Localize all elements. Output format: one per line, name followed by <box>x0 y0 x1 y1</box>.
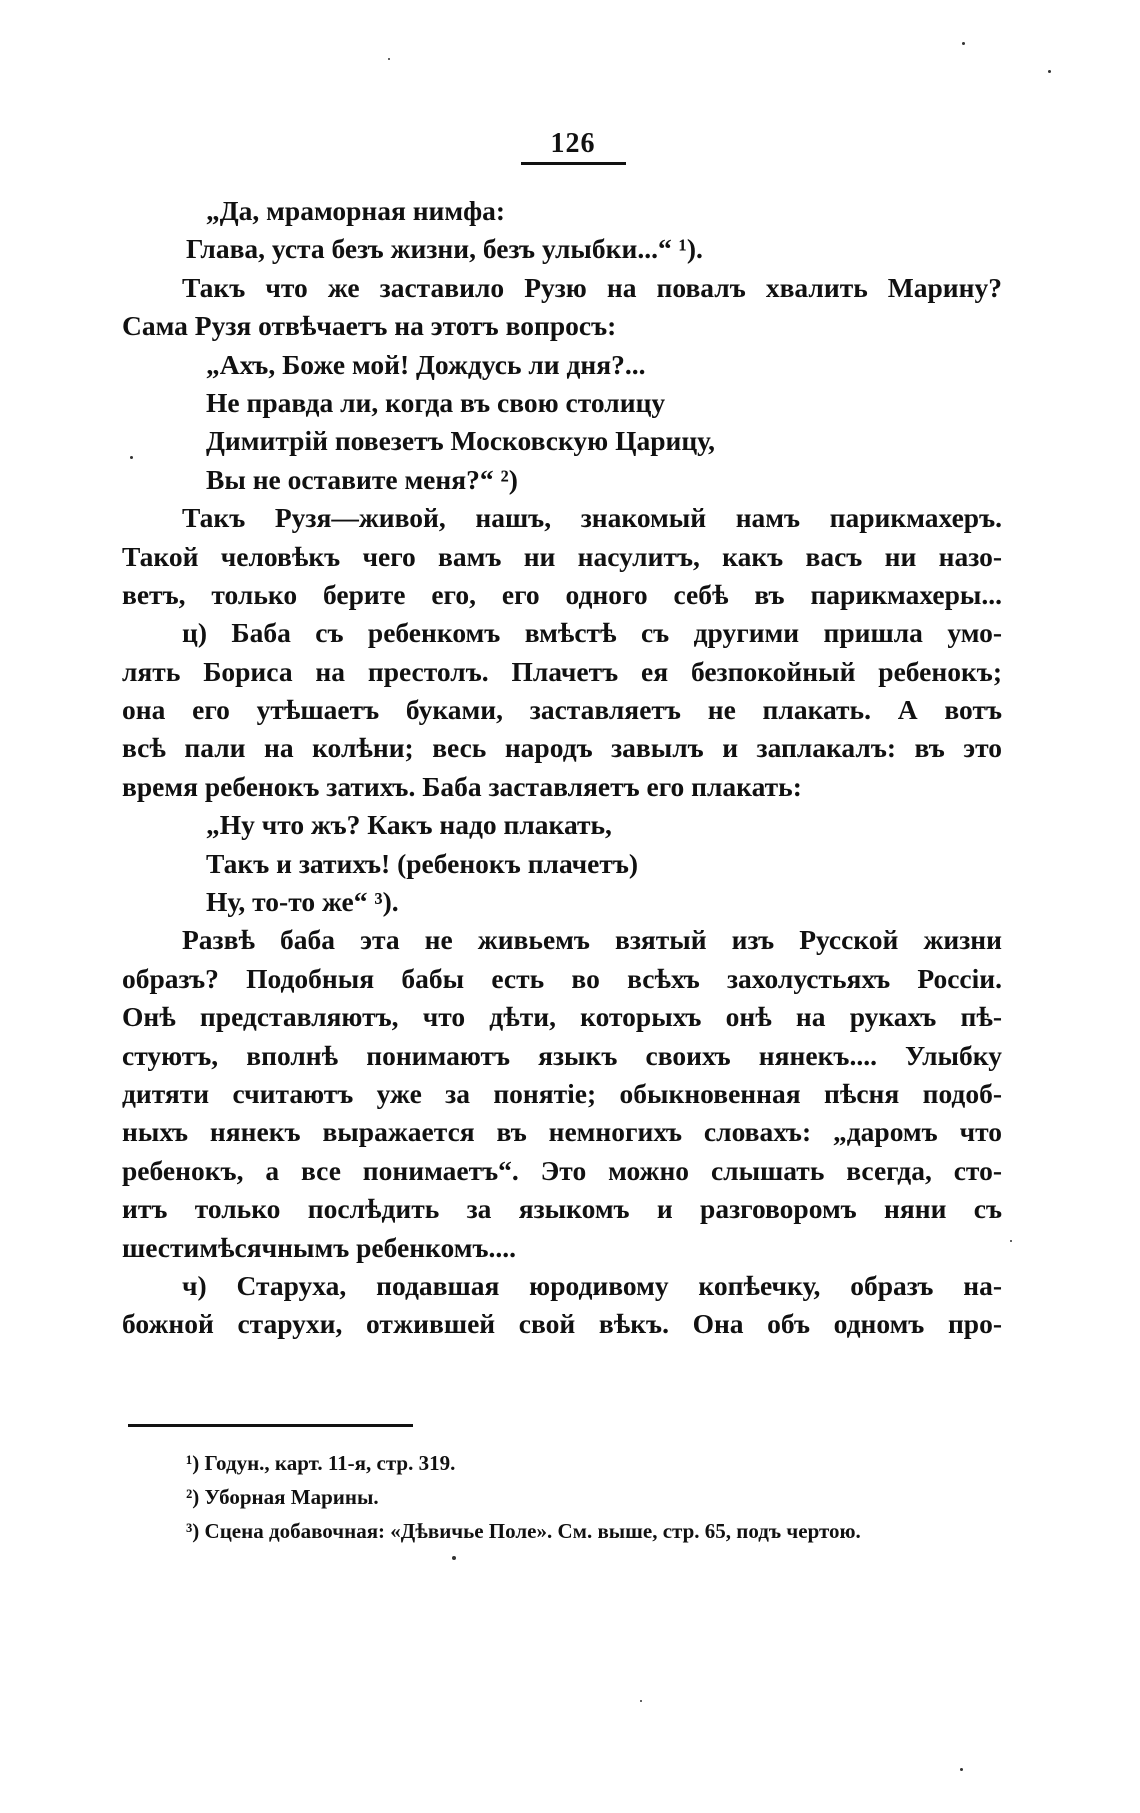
text-line: ц) Баба съ ребенкомъ вмѣстѣ съ другими пришла умо- <box>182 617 1002 649</box>
text-line: божной старухи, отжившей свой вѣкъ. Она объ одномъ про- <box>122 1308 1002 1340</box>
text-line: ребенокъ, а все понимаетъ“. Это можно слышать всегда, сто- <box>122 1154 1002 1186</box>
text-line: „Да, мраморная нимфа: <box>206 195 506 226</box>
footnote-rule <box>128 1424 413 1427</box>
text-line: Димитрій повезетъ Московскую Царицу, <box>206 425 716 457</box>
text-line: Онѣ представляютъ, что дѣти, которыхъ онѣ на рукахъ пѣ- <box>122 1001 1002 1033</box>
text-line: Развѣ баба эта не живьемъ взятый изъ Русской жизни <box>182 924 1002 956</box>
footnote: ³) Сцена добавочная: «Дѣвичье Поле». См. выше, стр. 65, подъ чертою. <box>186 1519 861 1543</box>
scan-speck <box>1010 1240 1012 1242</box>
text-line: Такъ что же заставило Рузю на повалъ хвалить Марину? <box>182 271 1002 303</box>
text-line: Глава, уста безъ жизни, безъ улыбки...“ ¹). <box>186 233 703 265</box>
scan-speck <box>640 1700 642 1702</box>
footnotes <box>186 1446 1006 1548</box>
scan-speck <box>1048 70 1051 73</box>
text-line: Вы не оставите меня?“ ²) <box>206 463 518 495</box>
scan-speck <box>130 456 133 459</box>
text-line: ветъ, только берите его, его одного себѣ въ парикмахеры... <box>122 578 1002 610</box>
body-text <box>122 192 1002 1344</box>
text-line: лять Бориса на престолъ. Плачетъ ея безпокойный ребенокъ; <box>122 655 1002 687</box>
footnote: ²) Уборная Марины. <box>186 1485 379 1509</box>
footnote: ¹) Годун., карт. 11-я, стр. 319. <box>186 1451 456 1475</box>
text-line: Сама Рузя отвѣчаетъ на этотъ вопросъ: <box>122 310 617 342</box>
text-line: образъ? Подобныя бабы есть во всѣхъ захолустьяхъ Россіи. <box>122 962 1002 994</box>
text-line: Ну, то-то же“ ³). <box>206 886 399 918</box>
text-line: „Ну что жъ? Какъ надо плакать, <box>206 809 612 841</box>
text-line: дитяти считаютъ уже за понятіе; обыкновенная пѣсня подоб- <box>122 1077 1002 1109</box>
text-line: Такъ и затихъ! (ребенокъ плачетъ) <box>206 847 639 879</box>
text-line: ч) Старуха, подавшая юродивому копѣечку, образъ на- <box>182 1269 1002 1301</box>
scan-speck <box>452 1556 456 1560</box>
text-line: итъ только послѣдить за языкомъ и разговоромъ няни съ <box>122 1193 1002 1225</box>
text-line: ныхъ нянекъ выражается въ немногихъ словахъ: „даромъ что <box>122 1116 1002 1148</box>
text-line: шестимѣсячнымъ ребенкомъ.... <box>122 1231 517 1263</box>
text-line: время ребенокъ затихъ. Баба заставляетъ его плакать: <box>122 770 802 802</box>
scan-speck <box>388 58 390 60</box>
text-line: она его утѣшаетъ буками, заставляетъ не плакать. А вотъ <box>122 694 1002 726</box>
text-line: „Ахъ, Боже мой! Дождусь ли дня?... <box>206 348 646 380</box>
scan-speck <box>960 1768 963 1771</box>
text-line: Такой человѣкъ чего вамъ ни насулитъ, какъ васъ ни назо- <box>122 540 1002 572</box>
text-line: всѣ пали на колѣни; весь народъ завылъ и заплакалъ: въ это <box>122 732 1002 764</box>
text-line: Такъ Рузя—живой, нашъ, знакомый намъ парикмахеръ. <box>182 502 1002 534</box>
page-number: 126 <box>0 128 1140 165</box>
text-line: стуютъ, вполнѣ понимаютъ языкъ своихъ нянекъ.... Улыбку <box>122 1039 1002 1071</box>
scan-speck <box>962 42 965 45</box>
text-line: Не правда ли, когда въ свою столицу <box>206 386 666 418</box>
